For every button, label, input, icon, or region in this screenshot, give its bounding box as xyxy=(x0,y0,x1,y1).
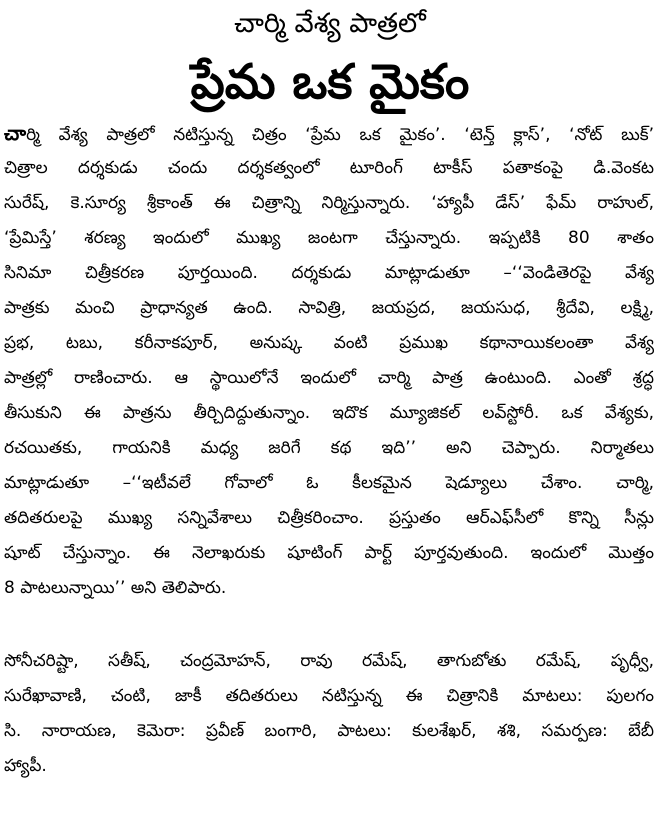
paragraph-line: రచయితకు, గాయనికి మధ్య జరిగే కథ ఇది’’ అని చెప్పారు. నిర్మాతలు xyxy=(4,438,654,458)
paragraph-line: ‘ప్రేమిస్తే’ శరణ్య ఇందులో ముఖ్య జంటగా చేస్తున్నారు. ఇప్పటికి 80 శాతం xyxy=(4,228,654,248)
article-body xyxy=(4,116,654,784)
paragraph-line xyxy=(4,116,654,151)
paragraph-line: సురేఖావాణి, చంటి, జాకీ తదితరులు నటిస్తున్న ఈ చిత్రానికి మాటలు: పులగం xyxy=(4,686,654,706)
paragraph-line: తీసుకుని ఈ పాత్రను తీర్చిదిద్దుతున్నాం. ఇదొక మ్యూజికల్ లవ్‌స్టోరీ. ఒక వేశ్యకు, xyxy=(4,403,654,423)
paragraph-line: మాట్లాడుతూ –‘‘ఇటీవలే గోవాలో ఓ కీలకమైన షెడ్యూలు చేశాం. చార్మి, xyxy=(4,473,654,493)
paragraph-line: చిత్రాల దర్శకుడు చందు దర్శకత్వంలో టూరింగ్ టాకీస్ పతాకంపై డి.వెంకట xyxy=(4,158,654,178)
paragraph-line: పాత్రల్లో రాణించారు. ఆ స్థాయిలోనే ఇందులో చార్మి పాత్ర ఉంటుంది. ఎంతో శ్రద్ధ xyxy=(4,368,654,388)
article-kicker: చార్మి వేశ్య పాత్రలో xyxy=(234,8,426,39)
paragraph-line: షూట్ చేస్తున్నాం. ఈ నెలాఖరుకు షూటింగ్ పార్ట్ పూర్తవుతుంది. ఇందులో మొత్తం xyxy=(4,543,654,563)
article-headline: ప్రేమ ఒక మైకం xyxy=(190,54,470,110)
paragraph-line: సినిమా చిత్రీకరణ పూర్తయింది. దర్శకుడు మాట్లాడుతూ –‘‘వెండితెరపై వేశ్య xyxy=(4,263,654,283)
paragraph-line: సోనీచరిష్టా, సతీష్, చంద్రమోహన్, రావు రమేష్, తాగుబోతు రమేష్, పృధ్వీ, xyxy=(4,651,654,671)
paragraph-line: తదితరులపై ముఖ్య సన్నివేశాలు చిత్రీకరించాం. ప్రస్తుతం ఆర్‌ఎఫ్‌సీలో కొన్ని సీన్లు xyxy=(4,508,654,528)
paragraph-line: సురేష్, కె.సూర్య శ్రీకాంత్ ఈ చిత్రాన్ని నిర్మిస్తున్నారు. ‘హ్యాపీ డేస్’ ఫేమ్ రాహుల్, xyxy=(4,193,654,213)
line-text: ర్మి వేశ్య పాత్రలో నటిస్తున్న చిత్రం ‘ప్రేమ ఒక మైకం’. ‘టెన్త్ క్లాస్’, ‘నోట్ బుక్’ xyxy=(26,125,654,145)
paragraph-line: ప్రభ, టబు, కరీనాకపూర్, అనుష్క వంటి ప్రముఖ కథానాయికలంతా వేశ్య xyxy=(4,333,654,353)
lead-word: చా xyxy=(4,121,27,145)
paragraph-gap xyxy=(4,606,654,644)
paragraph-line: హ్యాపీ. xyxy=(4,756,47,776)
paragraph-line: సి. నారాయణ, కెమెరా: ప్రవీణ్ బంగారి, పాటలు: కులశేఖర్, శశి, సమర్పణ: బేబీ xyxy=(4,721,654,741)
paragraph-line: పాత్రకు మంచి ప్రాధాన్యత ఉంది. సావిత్రి, జయప్రద, జయసుధ, శ్రీదేవి, లక్ష్మి, xyxy=(4,298,654,318)
paragraph-line: 8 పాటలున్నాయి’’ అని తెలిపారు. xyxy=(4,578,227,598)
